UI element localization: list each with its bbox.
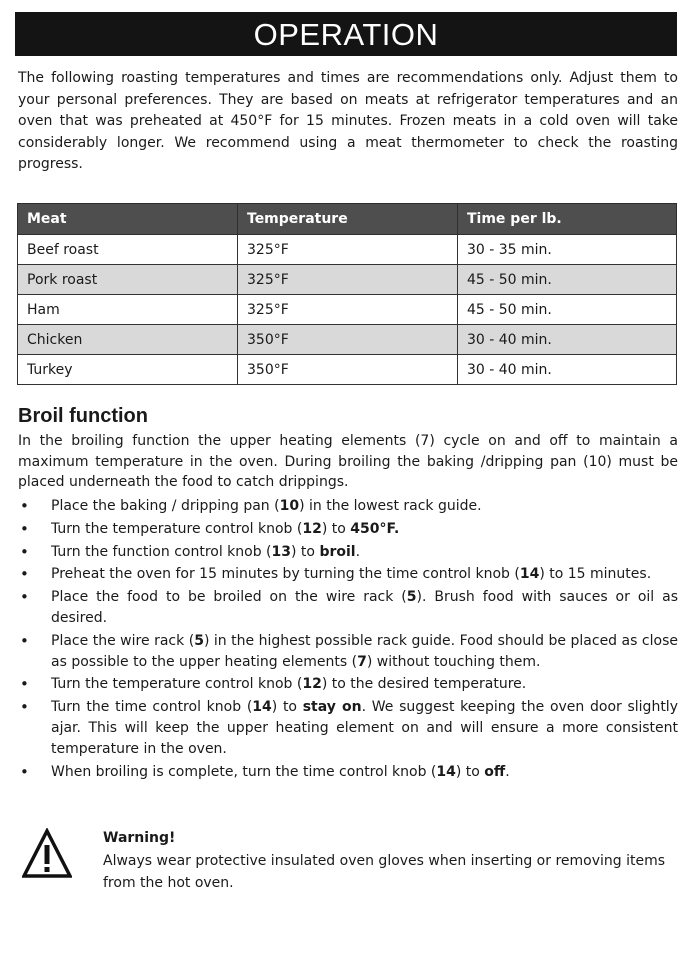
broil-description: In the broiling function the upper heating elements (7) cycle on and off to maintain a maximum temperature in the oven. During broiling the baking /dripping pan (10) must be placed underneath the food to catch drippings. — [18, 433, 678, 490]
warning-triangle-icon — [22, 828, 72, 880]
table-row — [18, 355, 677, 385]
table-cell: Pork roast — [18, 265, 238, 295]
table-header-row — [18, 204, 677, 235]
table-cell: 45 - 50 min. — [458, 295, 677, 325]
table-cell: 350°F — [238, 325, 458, 355]
table-cell: 350°F — [238, 355, 458, 385]
table-cell: 30 - 35 min. — [458, 235, 677, 265]
warning-title: Warning! — [103, 830, 176, 846]
table-row — [18, 265, 677, 295]
table-cell: 325°F — [238, 235, 458, 265]
warning-text: Always wear protective insulated oven gloves when inserting or removing items from the hot oven. — [103, 853, 666, 891]
page-title: OPERATION — [15, 12, 677, 56]
list-item: • Place the wire rack (5) in the highest possible rack guide. Food should be placed as close as possible to the upper heating elements (7) without touching them. — [18, 631, 678, 673]
list-item: • Turn the temperature control knob (12) to 450°F. — [18, 519, 678, 540]
column-header-temperature: Temperature — [238, 204, 458, 235]
table-row — [18, 295, 677, 325]
column-header-meat: Meat — [18, 204, 238, 235]
list-item: • When broiling is complete, turn the time control knob (14) to off. — [18, 762, 678, 783]
intro-paragraph: The following roasting temperatures and times are recommendations only. Adjust them to your personal preferences. They are based on meats at refrigerator temperatures and an oven that was preheated at 450°F for 15 minutes. Frozen meats in a cold oven will take considerably longer. We recommend using a meat thermometer to check the roasting progress. — [18, 70, 678, 172]
list-item: • Place the baking / dripping pan (10) in the lowest rack guide. — [18, 496, 678, 517]
table-cell: 30 - 40 min. — [458, 325, 677, 355]
list-item: • Turn the time control knob (14) to stay on. We suggest keeping the oven door slightly ajar. This will keep the upper heating element on and will ensure a more consistent temperature in the oven. — [18, 697, 678, 759]
table-cell: Chicken — [18, 325, 238, 355]
table-cell: 45 - 50 min. — [458, 265, 677, 295]
list-item: • Turn the temperature control knob (12) to the desired temperature. — [18, 674, 678, 695]
table-cell: 325°F — [238, 265, 458, 295]
section-title-broil: Broil function — [18, 405, 148, 427]
list-item: • Place the food to be broiled on the wire rack (5). Brush food with sauces or oil as desired. — [18, 587, 678, 629]
list-item: • Preheat the oven for 15 minutes by turning the time control knob (14) to 15 minutes. — [18, 564, 678, 585]
roasting-table — [17, 203, 677, 385]
list-item: • Turn the function control knob (13) to broil. — [18, 542, 678, 563]
table-row — [18, 235, 677, 265]
table-cell: Beef roast — [18, 235, 238, 265]
table-cell: 325°F — [238, 295, 458, 325]
table-cell: 30 - 40 min. — [458, 355, 677, 385]
table-cell: Turkey — [18, 355, 238, 385]
table-cell: Ham — [18, 295, 238, 325]
column-header-time: Time per lb. — [458, 204, 677, 235]
broil-steps-list — [18, 496, 678, 784]
table-row — [18, 325, 677, 355]
